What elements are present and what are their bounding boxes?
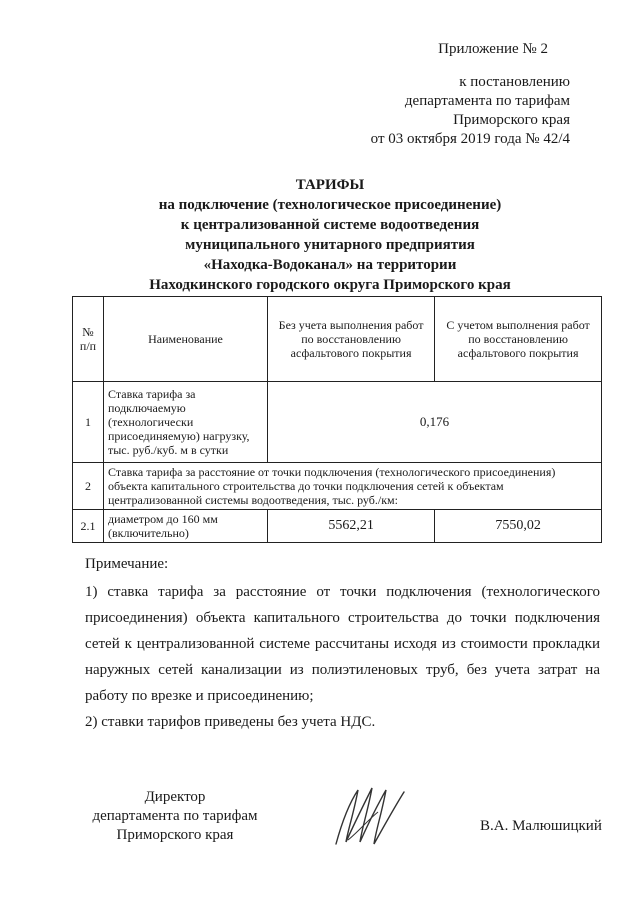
appendix-line: департамента по тарифам <box>404 93 570 109</box>
note-item: 2) ставки тарифов приведены без учета НДС. <box>85 714 376 730</box>
title-line: на подключение (технологическое присоединение) <box>158 197 502 213</box>
table-row <box>73 510 602 543</box>
row-num: 1 <box>73 382 104 463</box>
title-line: к централизованной системе водоотведения <box>180 217 480 233</box>
note-item: 1) ставка тарифа за расстояние от точки подключения (технологического присоединения) объекта капитального строительства до точки подключения сетей к централизованной системе рассчитаны исходя из стоимости прокладки наружных сетей канализации из полиэтиленовых труб, без учета затрат на работу по врезке и присоединению; <box>85 584 600 704</box>
position-line: Директор <box>144 789 206 805</box>
table-header-row <box>73 297 602 382</box>
appendix-block <box>330 40 570 149</box>
document-title <box>90 175 570 295</box>
row-name: Ставка тарифа за расстояние от точки подключения (технологического присоединения) объекта капитального строительства до точки подключения сетей к объектам централизованной системы водоотведения, тыс. руб./км: <box>104 463 602 510</box>
row-num: 2.1 <box>73 510 104 543</box>
row-value: 0,176 <box>268 382 602 463</box>
table-row <box>73 463 602 510</box>
header-col1: Без учета выполнения работ по восстановлению асфальтового покрытия <box>268 297 435 382</box>
appendix-line: Приморского края <box>453 112 570 128</box>
notes-block <box>85 556 600 735</box>
handwritten-signature <box>328 782 418 852</box>
row-value-1: 5562,21 <box>268 510 435 543</box>
signatory-position <box>80 788 270 845</box>
notes-heading: Примечание: <box>85 556 169 572</box>
signatory-name: В.А. Малюшицкий <box>480 818 602 834</box>
title-line: муниципального унитарного предприятия <box>185 237 475 253</box>
position-line: Приморского края <box>116 827 234 843</box>
row-name: Ставка тарифа за подключаемую (технологически присоединяемую) нагрузку, тыс. руб./куб. м в сутки <box>104 382 268 463</box>
header-name: Наименование <box>104 297 268 382</box>
header-num: № п/п <box>73 297 104 382</box>
row-name: диаметром до 160 мм (включительно) <box>104 510 268 543</box>
appendix-title: Приложение № 2 <box>438 41 548 57</box>
table-row <box>73 382 602 463</box>
appendix-line: от 03 октября 2019 года № 42/4 <box>370 131 570 147</box>
title-line: «Находка-Водоканал» на территории <box>203 257 457 273</box>
header-col2: С учетом выполнения работ по восстановлению асфальтового покрытия <box>435 297 602 382</box>
tariff-table <box>72 296 602 543</box>
title-line: Находкинского городского округа Приморского края <box>149 277 511 293</box>
position-line: департамента по тарифам <box>92 808 258 824</box>
title-line: ТАРИФЫ <box>295 177 365 193</box>
row-value-2: 7550,02 <box>435 510 602 543</box>
row-num: 2 <box>73 463 104 510</box>
appendix-line: к постановлению <box>459 74 570 90</box>
